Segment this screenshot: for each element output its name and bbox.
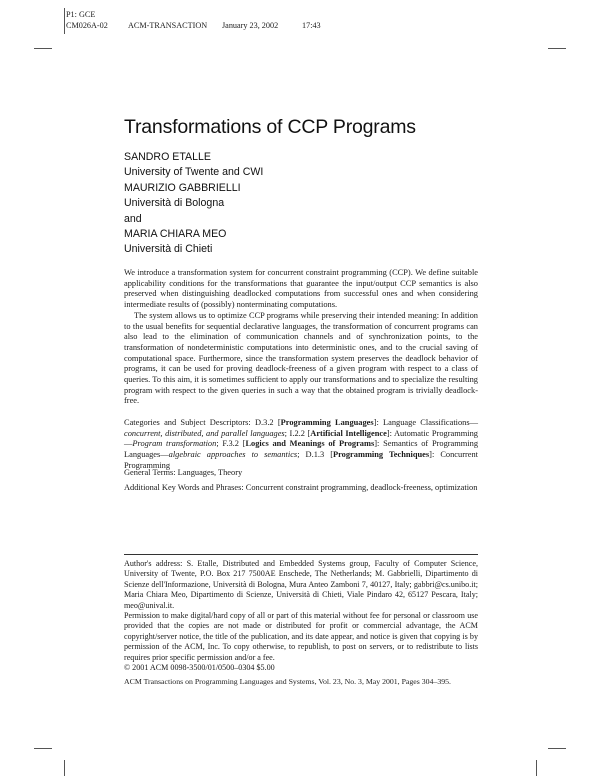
categories-part: ; D.1.3 [ (297, 450, 333, 460)
categories (124, 418, 478, 472)
crop-mark (34, 748, 52, 749)
category-bold: Programming Languages (280, 418, 374, 427)
categories-part: Categories and Subject Descriptors: D.3.2 [ (124, 418, 281, 427)
crop-mark (64, 760, 65, 776)
category-italic: Program transformation (132, 439, 217, 449)
keywords (124, 483, 478, 494)
categories-part: ]: Language Classifications— (373, 418, 478, 427)
footnote-rule (124, 554, 478, 555)
header-id: P1: GCE (66, 10, 96, 19)
author-name: MAURIZIO GABBRIELLI (124, 181, 241, 194)
header-code: CM026A-02 (66, 21, 108, 30)
general-terms-text: General Terms: Languages, Theory (124, 468, 243, 477)
category-bold: Programming Techniques (333, 450, 430, 460)
crop-mark (536, 760, 537, 776)
permission-notice: Permission to make digital/hard copy of all or part of this material without fee for personal or classroom use provided that the copies are not made or distributed for profit or commercial advantage, the ACM copyright/server notice, the title of the publication, and its date appear, and notice is given that copying is by permission of the ACM, Inc. To copy otherwise, to republish, to post on servers, or to redistribute to lists requires prior specific permission and/or a fee. (124, 611, 478, 662)
header-journal: ACM-TRANSACTION (128, 21, 208, 30)
abstract-paragraph: We introduce a transformation system for concurrent constraint programming (CCP). We define suitable applicability conditions for the transformations that guarantee the input/output CCP semantics is also preserved when distinguishing deadlocked computations from successful ones and when considering intermediate results of (possibly) nonterminating computations. (124, 268, 478, 310)
keywords-text: Additional Key Words and Phrases: Concurrent constraint programming, deadlock-freeness, optimization (124, 483, 478, 492)
author-name: MARIA CHIARA MEO (124, 228, 227, 241)
general-terms (124, 468, 478, 479)
author-affiliation: University of Twente and CWI (124, 166, 264, 179)
categories-part: ]: Automatic Programming— (124, 428, 478, 449)
footnote (124, 559, 478, 673)
categories-part: ; I.2.2 [ (284, 428, 311, 438)
author-affiliation: Università di Bologna (124, 197, 225, 210)
paper-title: Transformations of CCP Programs (124, 116, 416, 138)
author-address: Author's address: S. Etalle, Distributed and Embedded Systems group, Faculty of Computer Science, University of Twente, P.O. Box 217 7500AE Enschede, The Netherlands; M. Gabbrielli, Dipartimento di Scienze dell'Informazione, Università di Bologna, Mura Anteo Zamboni 7, 40127, Italy; gabbri@cs.unibo.it; Maria Chiara Meo, Dipartimento di Scienze, Università di Chieti, Viale Pindaro 42, 65127 Pescara, Italy; meo@unival.it. (124, 559, 478, 610)
author-name: SANDRO ETALLE (124, 151, 211, 163)
header-date: January 23, 2002 (222, 21, 279, 30)
journal-citation: ACM Transactions on Programming Languages and Systems, Vol. 23, No. 3, May 2001, Pages 304–395. (124, 677, 451, 686)
categories-text (124, 418, 478, 472)
categories-part: ]: Semantics of Programming Languages— (124, 439, 479, 460)
abstract-paragraph: The system allows us to optimize CCP programs while preserving their intended meaning: In addition to the usual benefits for sequential declarative languages, the transformation of concurrent programs can also lead to the elimination of communication channels and of synchronization points, to the transformation of nondeterministic computations into deterministic ones, and to the crucial saving of computational space. Furthermore, since the transformation system preserves the deadlock behavior of programs, it can be used for proving deadlock-freeness of a given program with respect to a class of queries. To this aim, it is sometimes sufficient to apply our transformations and to specialize the resulting program with respect to the given queries in such a way that the obtained program is trivially deadlock-free. (124, 310, 478, 406)
abstract (124, 268, 478, 407)
crop-mark (34, 48, 52, 49)
category-italic: concurrent, distributed, and parallel languages (124, 428, 285, 438)
crop-mark (548, 748, 566, 749)
category-bold: Logics and Meanings of Programs (245, 439, 375, 449)
categories-part: ; F.3.2 [ (216, 439, 246, 449)
crop-mark (64, 8, 65, 34)
category-bold: Artificial Intelligence (310, 428, 387, 438)
author-conjunction: and (124, 212, 142, 225)
category-italic: algebraic approaches to semantics (168, 450, 298, 460)
author-affiliation: Università di Chieti (124, 243, 213, 256)
header-time: 17:43 (302, 21, 321, 30)
author-block (124, 150, 263, 258)
copyright-line: © 2001 ACM 0098-3500/01/0500–0304 $5.00 (124, 663, 275, 673)
crop-mark (548, 48, 566, 49)
categories-part: ]: Concurrent Programming (124, 450, 479, 470)
